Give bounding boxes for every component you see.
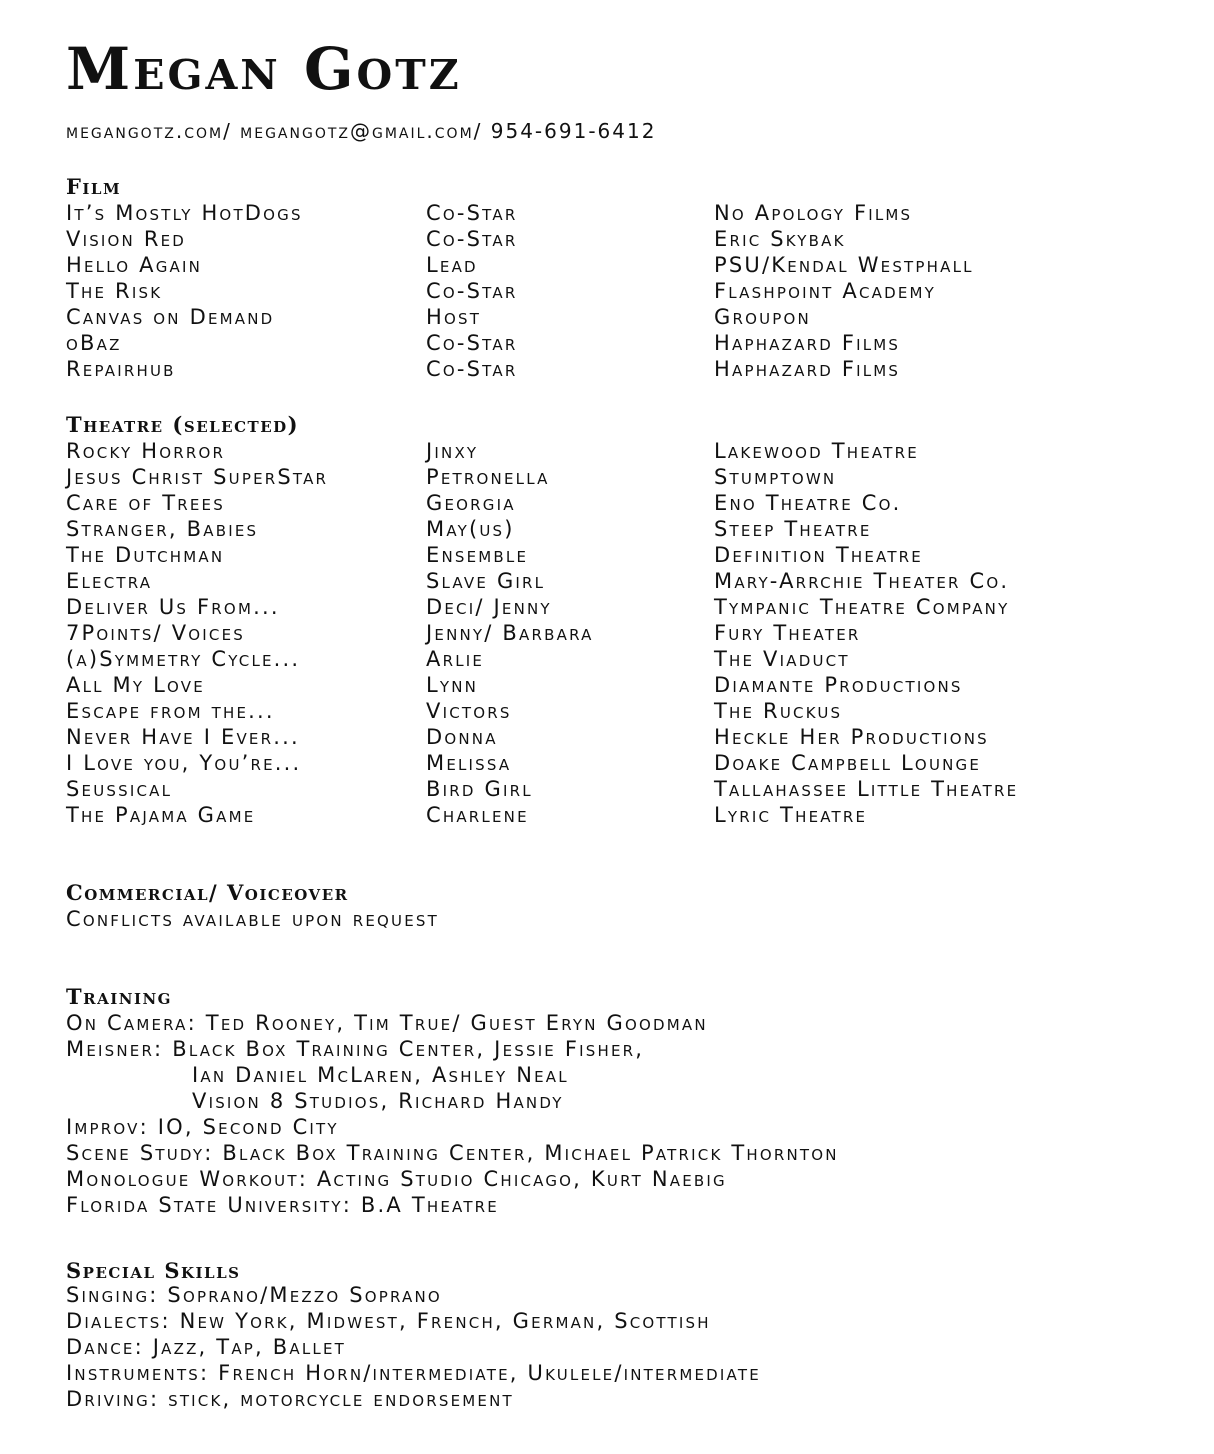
credit-company: Stumptown bbox=[714, 465, 837, 489]
credit-role: Co-Star bbox=[426, 227, 518, 251]
credit-title: The Risk bbox=[66, 279, 163, 303]
credit-title: Electra bbox=[66, 569, 153, 593]
resume-page bbox=[66, 35, 1186, 1412]
credit-role: Slave Girl bbox=[426, 569, 546, 593]
credit-title: Never Have I Ever... bbox=[66, 725, 300, 749]
table-row bbox=[66, 672, 1186, 698]
credit-title: It’s Mostly HotDogs bbox=[66, 201, 303, 225]
credit-title: Care of Trees bbox=[66, 491, 225, 515]
credit-title: oBaz bbox=[66, 331, 122, 355]
credit-company: No Apology Films bbox=[714, 201, 913, 225]
skills-list bbox=[66, 1282, 1186, 1412]
film-section-title: Film bbox=[66, 174, 122, 199]
table-row bbox=[66, 356, 1186, 382]
table-row bbox=[66, 464, 1186, 490]
table-row bbox=[66, 542, 1186, 568]
credit-company: Tallahassee Little Theatre bbox=[714, 777, 1019, 801]
credit-title: Hello Again bbox=[66, 253, 203, 277]
credit-role: Arlie bbox=[426, 647, 485, 671]
film-credits bbox=[66, 200, 1186, 382]
commercial-note: Conflicts available upon request bbox=[66, 907, 439, 931]
credit-role: Georgia bbox=[426, 491, 516, 515]
credit-company: Fury Theater bbox=[714, 621, 861, 645]
credit-role: Co-Star bbox=[426, 279, 518, 303]
credit-title: (a)Symmetry Cycle... bbox=[66, 647, 301, 671]
credit-company: Tympanic Theatre Company bbox=[714, 595, 1010, 619]
credit-title: Deliver Us From... bbox=[66, 595, 280, 619]
table-row bbox=[66, 568, 1186, 594]
table-row bbox=[66, 646, 1186, 672]
credit-title: Jesus Christ SuperStar bbox=[66, 465, 329, 489]
credit-role: Ensemble bbox=[426, 543, 529, 567]
list-item: On Camera: Ted Rooney, Tim True/ Guest Eryn Goodman bbox=[66, 1011, 708, 1035]
list-item: Instruments: French Horn/intermediate, Ukulele/intermediate bbox=[66, 1361, 761, 1385]
list-item: Ian Daniel McLaren, Ashley Neal bbox=[192, 1063, 569, 1087]
credit-title: 7Points/ Voices bbox=[66, 621, 245, 645]
list-item: Florida State University: B.A Theatre bbox=[66, 1193, 499, 1217]
list-item: Vision 8 Studios, Richard Handy bbox=[192, 1089, 564, 1113]
credit-role: Co-Star bbox=[426, 331, 518, 355]
credit-role: Charlene bbox=[426, 803, 529, 827]
credit-company: Lakewood Theatre bbox=[714, 439, 919, 463]
table-row bbox=[66, 698, 1186, 724]
training-list bbox=[66, 1010, 1186, 1218]
credit-company: The Viaduct bbox=[714, 647, 850, 671]
credit-company: PSU/Kendal Westphall bbox=[714, 253, 974, 277]
list-item: Improv: IO, Second City bbox=[66, 1115, 339, 1139]
credit-company: Flashpoint Academy bbox=[714, 279, 937, 303]
credit-company: The Ruckus bbox=[714, 699, 843, 723]
credit-role: Co-Star bbox=[426, 201, 518, 225]
table-row bbox=[66, 620, 1186, 646]
credit-company: Heckle Her Productions bbox=[714, 725, 989, 749]
credit-title: Seussical bbox=[66, 777, 173, 801]
table-row bbox=[66, 330, 1186, 356]
table-row bbox=[66, 750, 1186, 776]
table-row bbox=[66, 516, 1186, 542]
credit-role: Bird Girl bbox=[426, 777, 533, 801]
list-item: Singing: Soprano/Mezzo Soprano bbox=[66, 1283, 442, 1307]
credit-title: Rocky Horror bbox=[66, 439, 226, 463]
credit-role: Deci/ Jenny bbox=[426, 595, 552, 619]
credit-role: Petronella bbox=[426, 465, 550, 489]
credit-company: Eric Skybak bbox=[714, 227, 846, 251]
credit-title: Canvas on Demand bbox=[66, 305, 275, 329]
table-row bbox=[66, 438, 1186, 464]
table-row bbox=[66, 724, 1186, 750]
credit-role: Victors bbox=[426, 699, 512, 723]
list-item: Meisner: Black Box Training Center, Jessie Fisher, bbox=[66, 1037, 645, 1061]
credit-role: Host bbox=[426, 305, 482, 329]
skills-section-title: Special Skills bbox=[66, 1258, 241, 1283]
credit-company: Haphazard Films bbox=[714, 357, 901, 381]
credit-company: Mary-Arrchie Theater Co. bbox=[714, 569, 1010, 593]
table-row bbox=[66, 594, 1186, 620]
table-row bbox=[66, 278, 1186, 304]
table-row bbox=[66, 252, 1186, 278]
contact-info: megangotz.com/ megangotz@gmail.com/ 954-691-6412 bbox=[66, 119, 657, 143]
credit-company: Lyric Theatre bbox=[714, 803, 868, 827]
credit-role: Lynn bbox=[426, 673, 479, 697]
list-item: Monologue Workout: Acting Studio Chicago, Kurt Naebig bbox=[66, 1167, 727, 1191]
credit-role: Jenny/ Barbara bbox=[426, 621, 594, 645]
table-row bbox=[66, 776, 1186, 802]
credit-title: Vision Red bbox=[66, 227, 187, 251]
table-row bbox=[66, 802, 1186, 828]
list-item: Dialects: New York, Midwest, French, German, Scottish bbox=[66, 1309, 711, 1333]
credit-title: I Love you, You’re... bbox=[66, 751, 302, 775]
table-row bbox=[66, 304, 1186, 330]
credit-title: All My Love bbox=[66, 673, 205, 697]
theatre-credits bbox=[66, 438, 1186, 828]
table-row bbox=[66, 490, 1186, 516]
credit-role: Jinxy bbox=[426, 439, 479, 463]
credit-company: Eno Theatre Co. bbox=[714, 491, 902, 515]
commercial-section-title: Commercial/ Voiceover bbox=[66, 880, 349, 905]
credit-title: The Pajama Game bbox=[66, 803, 256, 827]
credit-company: Doake Campbell Lounge bbox=[714, 751, 982, 775]
credit-company: Groupon bbox=[714, 305, 811, 329]
training-section-title: Training bbox=[66, 984, 172, 1009]
credit-title: The Dutchman bbox=[66, 543, 225, 567]
resume-name: Megan Gotz bbox=[66, 35, 462, 103]
table-row bbox=[66, 200, 1186, 226]
credit-title: Escape from the... bbox=[66, 699, 275, 723]
credit-role: Donna bbox=[426, 725, 498, 749]
list-item: Dance: Jazz, Tap, Ballet bbox=[66, 1335, 347, 1359]
credit-role: Co-Star bbox=[426, 357, 518, 381]
credit-company: Haphazard Films bbox=[714, 331, 901, 355]
theatre-section-title: Theatre (selected) bbox=[66, 412, 300, 437]
table-row bbox=[66, 226, 1186, 252]
credit-title: Stranger, Babies bbox=[66, 517, 259, 541]
credit-company: Diamante Productions bbox=[714, 673, 963, 697]
credit-company: Definition Theatre bbox=[714, 543, 923, 567]
list-item: Driving: stick, motorcycle endorsement bbox=[66, 1387, 514, 1411]
credit-role: Melissa bbox=[426, 751, 512, 775]
credit-title: Repairhub bbox=[66, 357, 176, 381]
list-item: Scene Study: Black Box Training Center, Michael Patrick Thornton bbox=[66, 1141, 839, 1165]
credit-role: Lead bbox=[426, 253, 478, 277]
credit-role: May(us) bbox=[426, 517, 515, 541]
credit-company: Steep Theatre bbox=[714, 517, 872, 541]
